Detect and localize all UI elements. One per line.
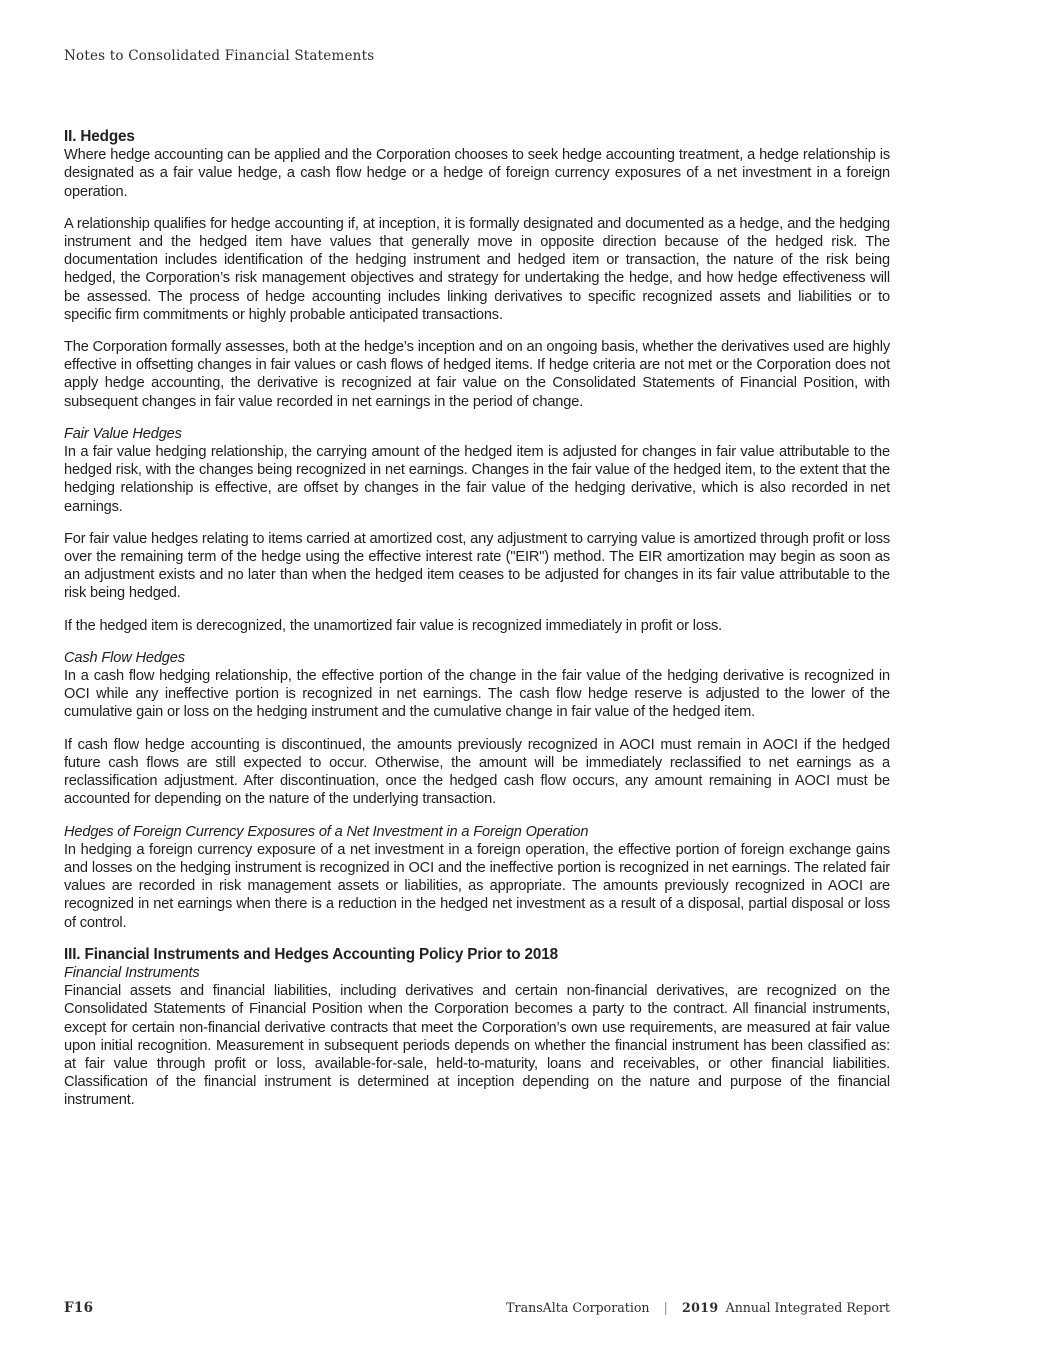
running-header: Notes to Consolidated Financial Statements [64, 48, 375, 64]
paragraph: If cash flow hedge accounting is discontinued, the amounts previously recognized in AOCI must remain in AOCI if the hedged future cash flows are still expected to occur. Otherwise, the amount will be immediately reclassified to net earnings as a reclassification adjustment. After discontinuation, once the hedged cash flow occurs, any amount remaining in AOCI must be accounted for depending on the nature of the underlying transaction. [64, 736, 890, 808]
page-footer [64, 1300, 890, 1316]
subsection-title-cash-flow-hedges: Cash Flow Hedges [64, 649, 185, 666]
subsection-title-financial-instruments: Financial Instruments [64, 964, 200, 981]
subsection-title-fair-value-hedges: Fair Value Hedges [64, 425, 182, 442]
section-heading-hedges: II. Hedges [64, 128, 135, 145]
paragraph: In hedging a foreign currency exposure of a net investment in a foreign operation, the effective portion of foreign exchange gains and losses on the hedging instrument is recognized in OCI and the ineffective portion is recognized in net earnings. The related fair values are recorded in risk management assets or liabilities, as appropriate. The amounts previously recognized in AOCI are recognized in net earnings when there is a reduction in the hedged net investment as a result of a disposal, partial disposal or loss of control. [64, 841, 890, 931]
section-heading-financial-instruments-policy: III. Financial Instruments and Hedges Accounting Policy Prior to 2018 [64, 945, 558, 963]
subsection-title-foreign-currency-hedges: Hedges of Foreign Currency Exposures of a Net Investment in a Foreign Operation [64, 823, 589, 840]
paragraph: If the hedged item is derecognized, the unamortized fair value is recognized immediately in profit or loss. [64, 617, 723, 634]
footer-company-name: TransAlta Corporation [506, 1300, 650, 1315]
paragraph: Financial assets and financial liabilities, including derivatives and certain non-financial derivatives, are recognized on the Consolidated Statements of Financial Position when the Corporation becomes a party to the contract. All financial instruments, except for certain non-financial derivative contracts that meet the Corporation’s own use requirements, are measured at fair value upon initial recognition. Measurement in subsequent periods depends on whether the financial instrument has been classified as: at fair value through profit or loss, available-for-sale, held-to-maturity, loans and receivables, or other financial liabilities. Classification of the financial instrument is determined at inception depending on the nature and purpose of the financial instrument. [64, 983, 890, 1109]
footer-report-title: Annual Integrated Report [725, 1300, 890, 1315]
paragraph: For fair value hedges relating to items carried at amortized cost, any adjustment to carrying value is amortized through profit or loss over the remaining term of the hedge using the effective interest rate ("EIR") method. The EIR amortization may begin as soon as an adjustment exists and no later than when the hedged item ceases to be adjusted for changes in its fair value attributable to the risk being hedged. [64, 530, 890, 602]
footer-report-year: 2019 [681, 1300, 719, 1315]
page-number: F16 [64, 1300, 94, 1316]
footer-separator: | [663, 1301, 668, 1316]
paragraph: In a fair value hedging relationship, the carrying amount of the hedged item is adjusted for changes in fair value attributable to the hedged risk, with the changes being recognized in net earnings. Changes in the fair value of the hedged item, to the extent that the hedging relationship is effective, are offset by changes in the fair value of the hedging derivative, which is also recorded in net earnings. [64, 444, 890, 515]
footer-report-info [506, 1300, 890, 1316]
paragraph: A relationship qualifies for hedge accounting if, at inception, it is formally designated and documented as a hedge, and the hedging instrument and the hedged item have values that generally move in opposite direction because of the hedged risk. The documentation includes identification of the hedging instrument and hedged item or transaction, the nature of the risk being hedged, the Corporation’s risk management objectives and strategy for undertaking the hedge, and how hedge effectiveness will be assessed. The process of hedge accounting includes linking derivatives to specific recognized assets and liabilities or to specific firm commitments or highly probable anticipated transactions. [64, 215, 890, 323]
paragraph: In a cash flow hedging relationship, the effective portion of the change in the fair value of the hedging derivative is recognized in OCI while any ineffective portion is recognized in net earnings. The cash flow hedge reserve is adjusted to the lower of the cumulative gain or loss on the hedging instrument and the cumulative change in fair value of the hedged item. [64, 668, 890, 721]
paragraph: The Corporation formally assesses, both at the hedge’s inception and on an ongoing basis, whether the derivatives used are highly effective in offsetting changes in fair values or cash flows of hedged items. If hedge criteria are not met or the Corporation does not apply hedge accounting, the derivative is recognized at fair value on the Consolidated Statements of Financial Position, with subsequent changes in fair value recorded in net earnings in the period of change. [64, 339, 890, 410]
document-body [64, 128, 890, 1110]
paragraph: Where hedge accounting can be applied and the Corporation chooses to seek hedge accounting treatment, a hedge relationship is designated as a fair value hedge, a cash flow hedge or a hedge of foreign currency exposures of a net investment in a foreign operation. [64, 147, 890, 200]
